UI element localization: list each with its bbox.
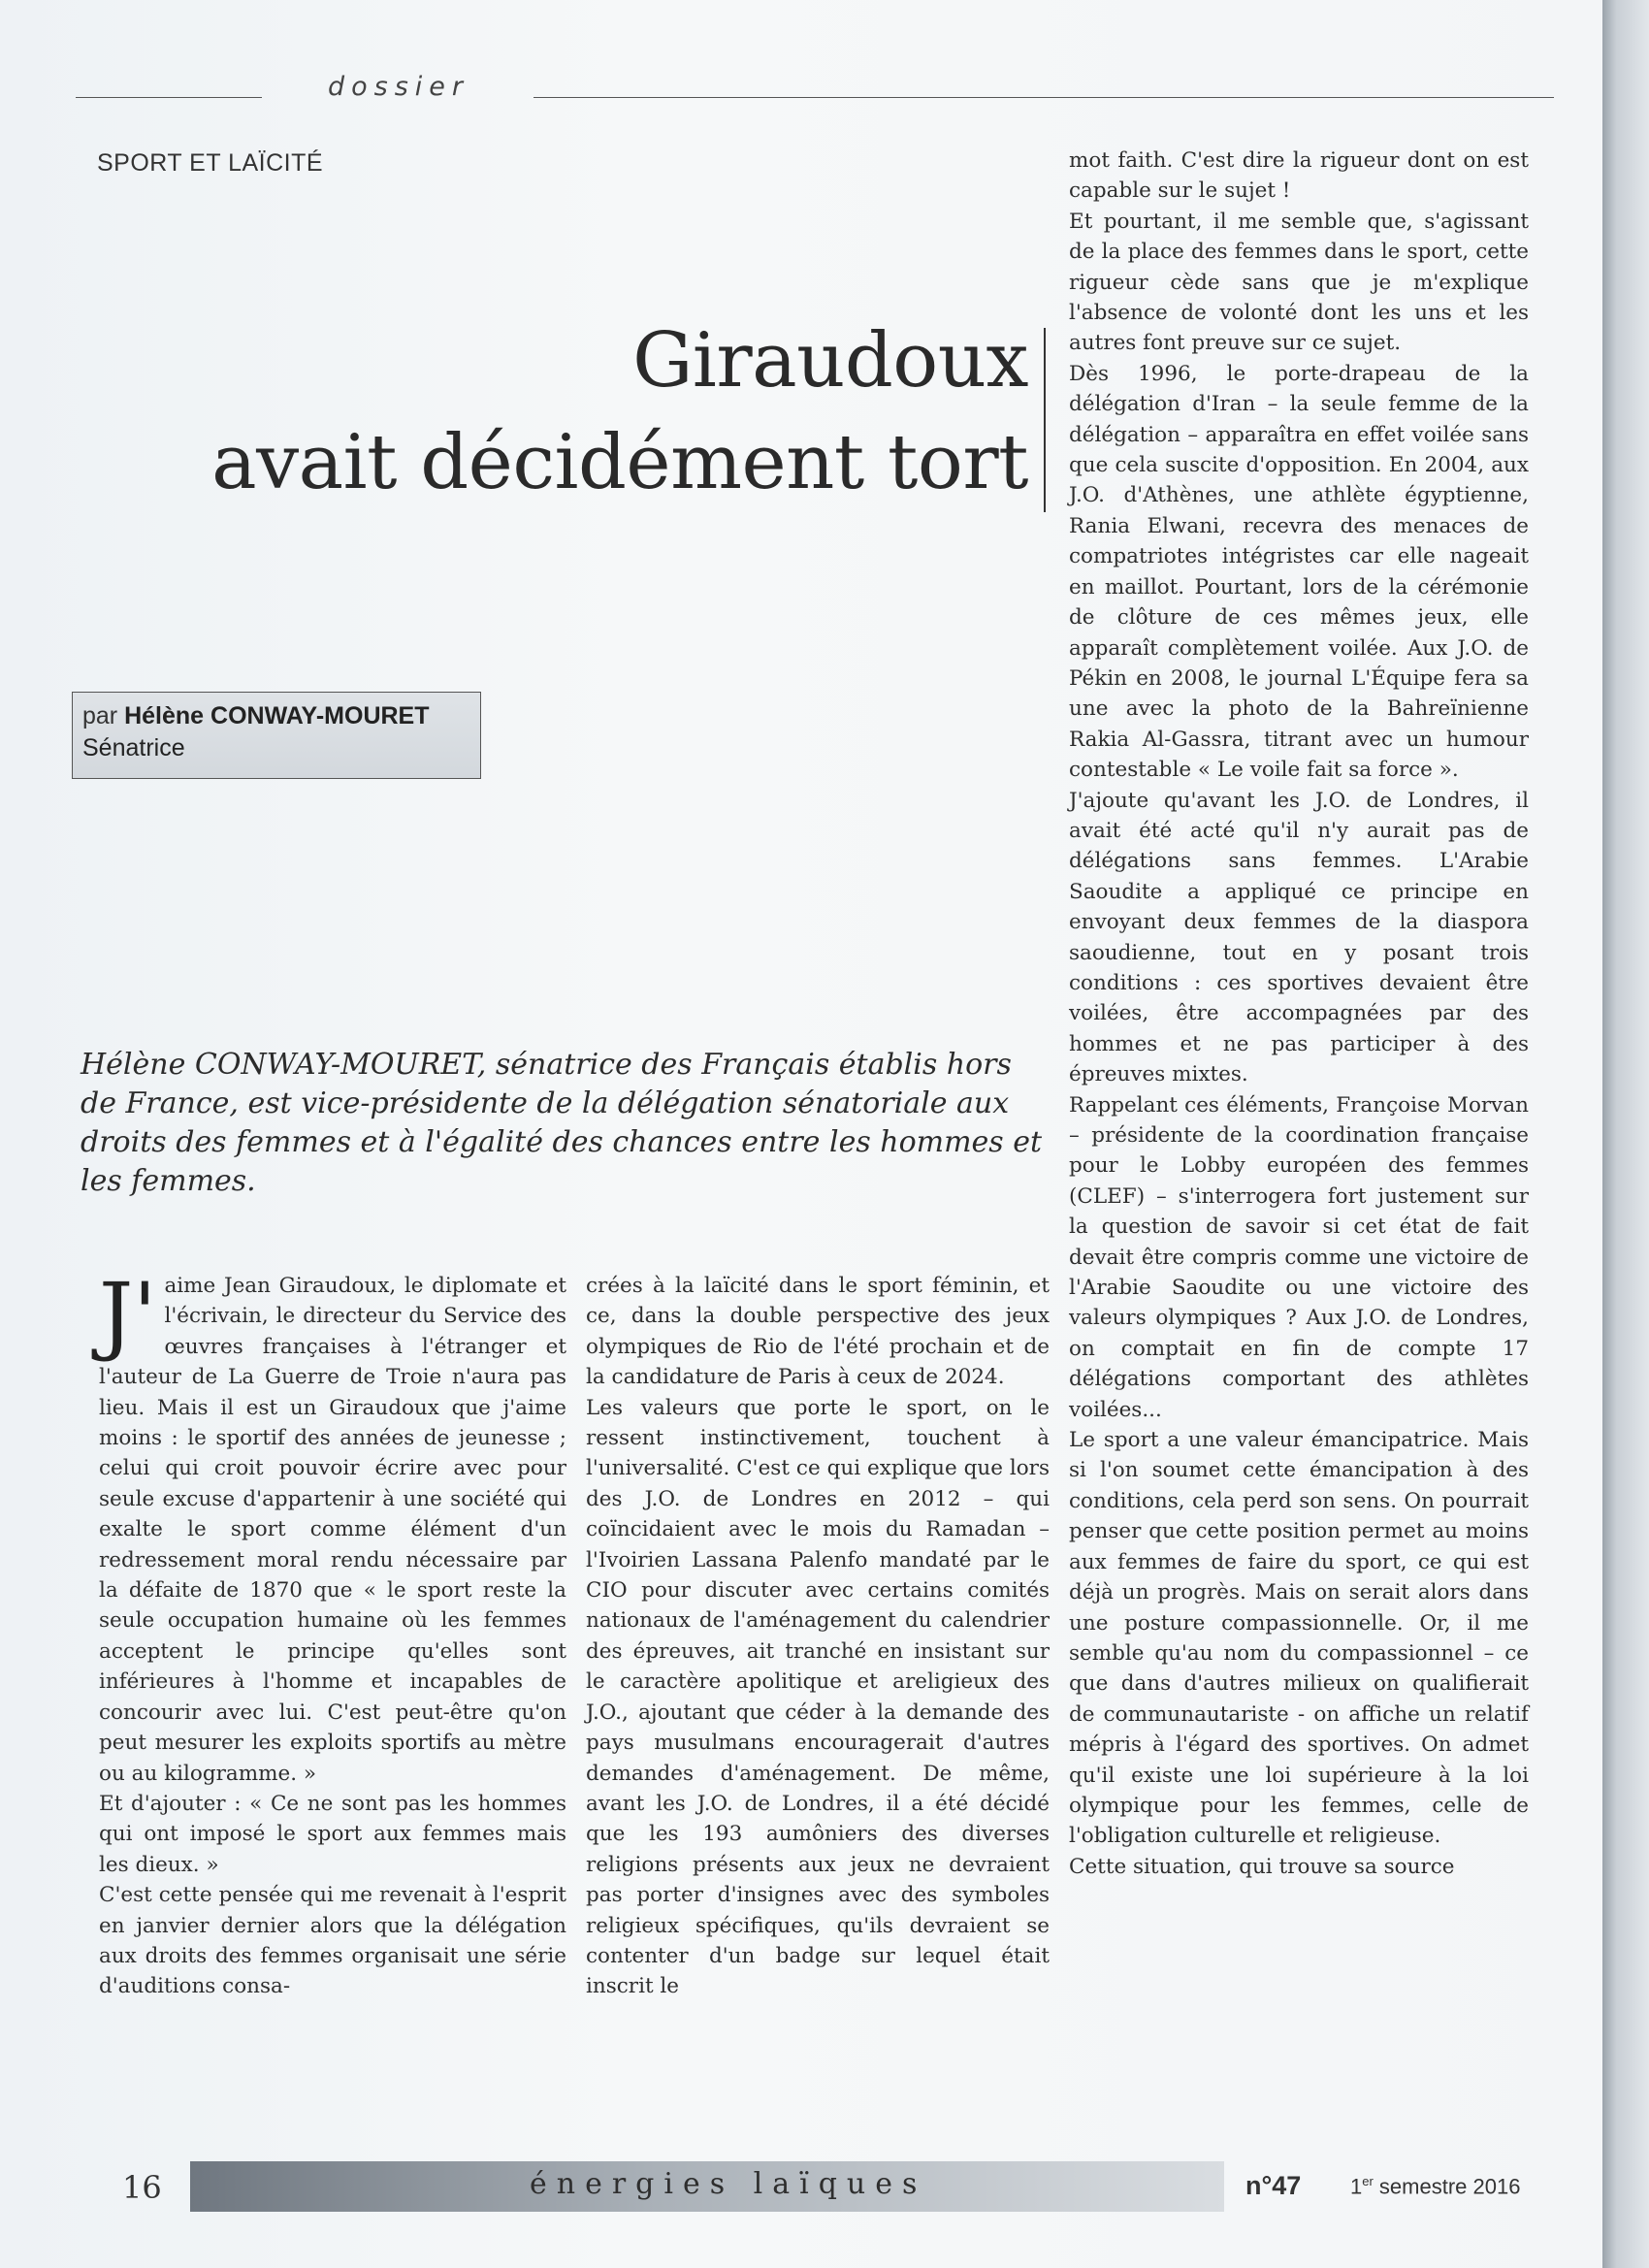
paragraph: J'ajoute qu'avant les J.O. de Londres, il avait été acté qu'il n'y aurait pas de délégations sans femmes. L'Arabie Saoudite a appliqué ce principe en envoyant deux femmes de la diaspora saoudienne, tout en y posant trois conditions : ces sportives devaient être voilées, être accompagnées par des hommes et ne pas participer à des épreuves mixtes. xyxy=(1069,788,1529,1087)
page-number: 16 xyxy=(122,2169,162,2206)
paragraph: C'est cette pensée qui me revenait à l'esprit en janvier dernier alors que la délégation aux droits des femmes organisait une série d'auditions consa- xyxy=(99,1883,566,1999)
title-line-1: Giraudoux xyxy=(632,317,1028,405)
paragraph: Dès 1996, le porte-drapeau de la délégation d'Iran – la seule femme de la délégation – apparaîtra en effet voilée sans que cela suscite d'opposition. En 2004, aux J.O. d'Athènes, une athlète égyptienne, Rania Elwani, recevra des menaces de compatriotes intégristes car elle nageait en maillot. Pourtant, lors de la cérémonie de clôture de ces mêmes jeux, elle apparaît complètement voilée. Aux J.O. de Pékin en 2008, le journal L'Équipe fera sa une avec la photo de la Bahreïnienne Rakia Al-Gassra, titrant avec un humour contestable « Le voile fait sa force ». xyxy=(1069,361,1529,783)
issue-number: n°47 xyxy=(1245,2171,1302,2200)
article-title xyxy=(211,310,1028,514)
paragraph: Et pourtant, il me semble que, s'agissant de la place des femmes dans le sport, cette rigueur cède sans que je m'explique l'absence de volonté dont les uns et les autres font preuve sur ce sujet. xyxy=(1069,209,1529,356)
semester-text: semestre 2016 xyxy=(1373,2174,1521,2199)
article-intro xyxy=(81,1046,1051,1201)
paragraph: Et d'ajouter : « Ce ne sont pas les hommes qui ont imposé le sport aux femmes mais les dieux. » xyxy=(99,1791,566,1877)
intro-text: Hélène CONWAY-MOURET, sénatrice des Français établis hors de France, est vice-présidente de la délégation sénatoriale aux droits des femmes et à l'égalité des chances entre les hommes et les femmes. xyxy=(81,1048,1043,1198)
section-label: dossier xyxy=(328,72,470,102)
author-role: Sénatrice xyxy=(82,734,185,761)
rubric-label: SPORT ET LAÏCITÉ xyxy=(97,149,324,177)
paragraph: aime Jean Giraudoux, le diplomate et l'écrivain, le directeur du Service des œuvres françaises à l'étranger et l'auteur de La Guerre de Troie n'aura pas lieu. Mais il est un Giraudoux que j'aime moins : le sportif des années de jeunesse ; celui qui croit pouvoir écrire avec pour seule excuse d'appartenir à une société qui exalte le sport comme élément d'un redressement moral rendu nécessaire par la défaite de 1870 que « le sport reste la seule occupation humaine où les femmes acceptent le principe qu'elles sont inférieures à l'homme et incapables de concourir avec lui. C'est peut-être qu'on peut mesurer les exploits sportifs au mètre ou au kilogramme. » xyxy=(99,1274,566,1786)
paragraph: mot faith. C'est dire la rigueur dont on est capable sur le sujet ! xyxy=(1069,148,1529,204)
semester-sup: er xyxy=(1362,2174,1374,2188)
paragraph: Rappelant ces éléments, Françoise Morvan – présidente de la coordination française pour le Lobby européen des femmes (CLEF) – s'interrogera fort justement sur la question de savoir si cet état de fait devait être compris comme une victoire de l'Arabie Saoudite ou une victoire des valeurs olympiques ? Aux J.O. de Londres, on comptait en fin de compte 17 délégations comportant des athlètes voilées... xyxy=(1069,1092,1529,1422)
paragraph: Le sport a une valeur émancipatrice. Mais si l'on soumet cette émancipation à des conditions, cela perd son sens. On pourrait penser que cette position permet au moins aux femmes de faire du sport, ce qui est déjà un progrès. Mais on serait alors dans une posture compassionnelle. Or, il me semble qu'au nom du compassionnel – ce que dans d'autres milieux on qualifierait de communautariste - on affiche un relatif mépris à l'égard des sportives. On admet qu'il existe une loi supérieure à la loi olympique pour les femmes, celle de l'obligation culturelle et religieuse. xyxy=(1069,1428,1529,1849)
paragraph: Cette situation, qui trouve sa source xyxy=(1069,1854,1455,1879)
article-column-2 xyxy=(586,1271,1050,2002)
title-line-2: avait décidément tort xyxy=(211,419,1028,506)
semester-label xyxy=(1350,2174,1520,2199)
article-column-1 xyxy=(99,1264,566,2002)
author-box xyxy=(72,692,481,779)
semester-prefix: 1 xyxy=(1350,2174,1363,2199)
paragraph: crées à la laïcité dans le sport féminin, et ce, dans la double perspective des jeux olympiques de Rio de l'été prochain et de la candidature de Paris à ceux de 2024. xyxy=(586,1274,1050,1390)
article-column-3 xyxy=(1069,146,1529,1882)
header-rule-right xyxy=(534,97,1554,98)
author-prefix: par xyxy=(82,702,118,729)
title-divider xyxy=(1044,328,1046,512)
drop-cap: J' xyxy=(99,1264,157,1364)
header-rule-left xyxy=(76,97,262,98)
author-name: Hélène CONWAY-MOURET xyxy=(124,702,430,729)
page-edge-shadow xyxy=(1602,0,1649,2268)
magazine-title: énergies laïques xyxy=(530,2167,927,2201)
paragraph: Les valeurs que porte le sport, on le ressent instinctivement, touchent à l'universalité. C'est ce qui explique que lors des J.O. de Londres en 2012 – qui coïncidaient avec le mois du Ramadan – l'Ivoirien Lassana Palenfo mandaté par le CIO pour discuter avec certains comités nationaux de l'aménagement du calendrier des épreuves, ait tranché en insistant sur le caractère apolitique et areligieux des J.O., ajoutant que céder à la demande des pays musulmans encouragerait d'autres demandes d'aménagement. De même, avant les J.O. de Londres, il a été décidé que les 193 aumôniers des diverses religions présents aux jeux ne devraient pas porter d'insignes avec des symboles religieux spécifiques, qu'ils devraient se contenter d'un badge sur lequel était inscrit le xyxy=(586,1395,1050,1999)
